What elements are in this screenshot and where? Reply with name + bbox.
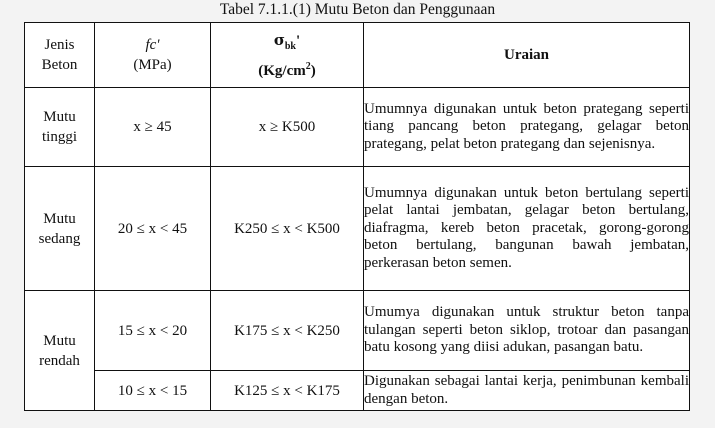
cell-jenis-beton: Mutu tinggi bbox=[25, 88, 95, 167]
cell-fc: 10 ≤ x < 15 bbox=[95, 371, 211, 411]
header-sigma-bk: $\sigma_{bk}'$ $(Kg/cm^2)$ bbox=[211, 23, 364, 88]
cell-sigma: K175 ≤ x < K250 bbox=[211, 291, 364, 371]
table-row bbox=[25, 291, 690, 371]
header-fc: fc' (MPa) bbox=[95, 23, 211, 88]
cell-fc: 20 ≤ x < 45 bbox=[95, 167, 211, 291]
table-header-row bbox=[25, 23, 690, 88]
table-row bbox=[25, 88, 690, 167]
cell-sigma: K250 ≤ x < K500 bbox=[211, 167, 364, 291]
header-uraian: Uraian bbox=[364, 23, 690, 88]
table-row bbox=[25, 371, 690, 411]
cell-uraian: Umumnya digunakan untuk beton prategang seperti tiang pancang beton prategang, gelagar beton prategang, pelat beton prategang dan sejenisnya. bbox=[364, 88, 690, 167]
sigma-symbol: σ bbox=[273, 30, 285, 49]
cell-sigma: x ≥ K500 bbox=[211, 88, 364, 167]
header-jenis-beton: Jenis Beton bbox=[25, 23, 95, 88]
cell-uraian: Umumya digunakan untuk struktur beton tanpa tulangan seperti beton siklop, trotoar dan pasangan batu kosong yang diisi adukan, pasangan batu. bbox=[364, 291, 690, 371]
cell-uraian: Umumnya digunakan untuk beton bertulang seperti pelat lantai jembatan, gelagar beton bertulang, diafragma, kereb beton pracetak, gorong-gorong beton bertulang, bangunan bawah jembatan, perkerasan beton semen. bbox=[364, 167, 690, 291]
cell-fc: 15 ≤ x < 20 bbox=[95, 291, 211, 371]
table-row bbox=[25, 167, 690, 291]
cell-jenis-beton: Mutu rendah bbox=[25, 291, 95, 411]
cell-fc: x ≥ 45 bbox=[95, 88, 211, 167]
cell-uraian: Digunakan sebagai lantai kerja, penimbunan kembali dengan beton. bbox=[364, 371, 690, 411]
cell-jenis-beton: Mutu sedang bbox=[25, 167, 95, 291]
cell-sigma: K125 ≤ x < K175 bbox=[211, 371, 364, 411]
table-caption: Tabel 7.1.1.(1) Mutu Beton dan Penggunaan bbox=[219, 1, 496, 18]
concrete-quality-table bbox=[24, 22, 690, 411]
